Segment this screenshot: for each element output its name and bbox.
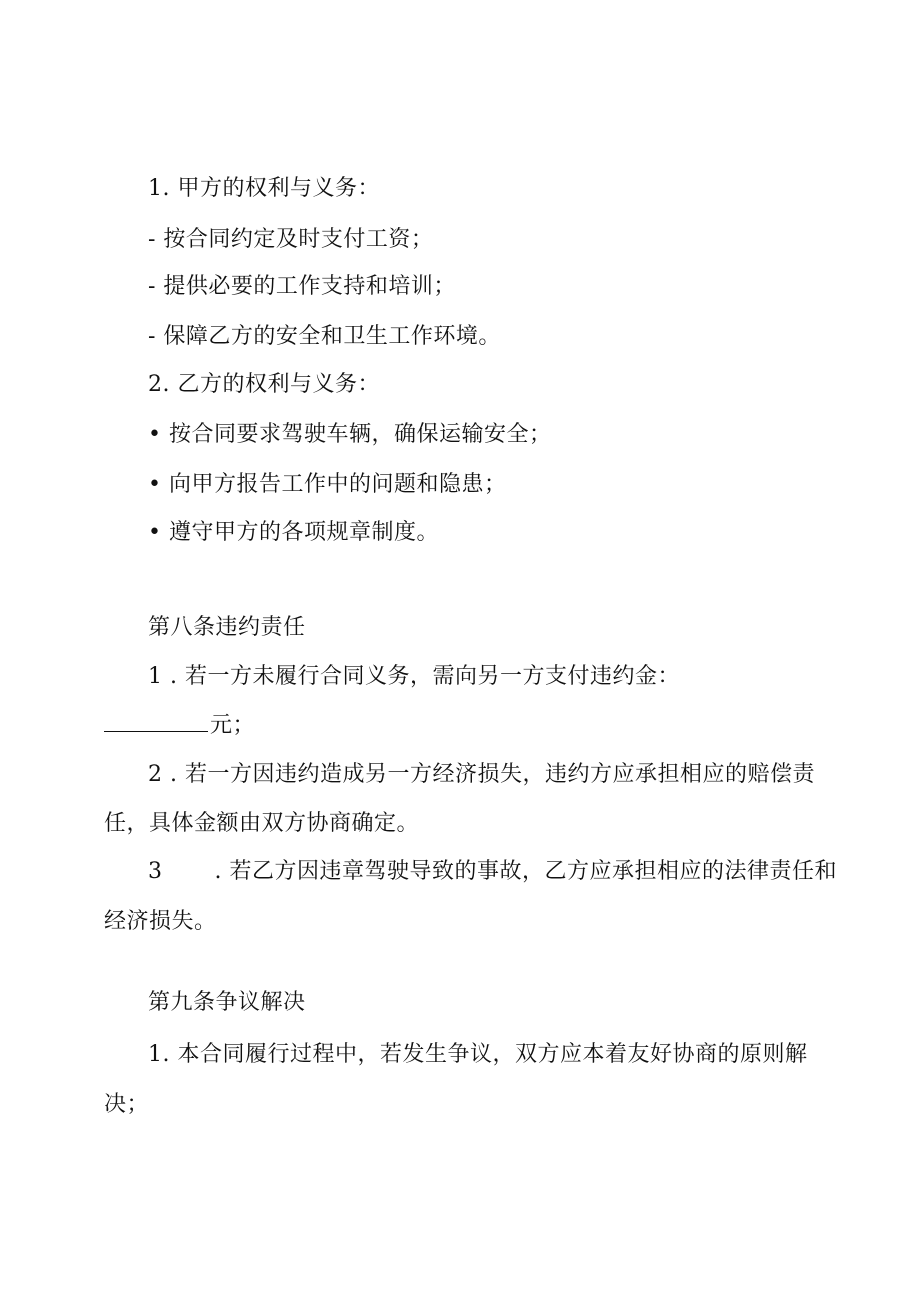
clause-3-text: . 若乙方因违章驾驶导致的事故，乙方应承担相应的法律责任和 <box>214 859 837 884</box>
article-8-clause-1-line-2 <box>104 711 255 741</box>
clause-3-number: 3 <box>148 859 163 884</box>
article-9-clause-1-line-2: 决； <box>104 1092 150 1117</box>
party-b-heading: 2. 乙方的权利与义务： <box>148 372 380 397</box>
amount-unit: 元； <box>210 713 256 738</box>
party-a-item-2: - 提供必要的工作支持和培训； <box>148 274 456 299</box>
amount-blank-field <box>104 713 208 732</box>
party-b-item-3: • 遵守甲方的各项规章制度。 <box>148 520 439 545</box>
party-a-heading: 1. 甲方的权利与义务： <box>148 176 380 201</box>
article-9-title: 第九条争议解决 <box>148 990 306 1015</box>
article-9-clause-1-line-1: 1. 本合同履行过程中，若发生争议，双方应本着友好协商的原则解 <box>148 1042 808 1067</box>
party-a-item-3: - 保障乙方的安全和卫生工作环境。 <box>148 324 501 349</box>
article-8-title: 第八条违约责任 <box>148 615 306 640</box>
party-b-item-2: • 向甲方报告工作中的问题和隐患； <box>148 472 507 497</box>
article-8-clause-3-line-1 <box>148 857 837 887</box>
article-8-clause-2-line-2: 任，具体金额由双方协商确定。 <box>104 811 420 836</box>
article-8-clause-1-line-1: 1 . 若一方未履行合同义务，需向另一方支付违约金： <box>148 664 680 689</box>
article-8-clause-3-line-2: 经济损失。 <box>104 909 217 934</box>
article-8-clause-2-line-1: 2 . 若一方因违约造成另一方经济损失，违约方应承担相应的赔偿责 <box>148 762 815 787</box>
party-a-item-1: - 按合同约定及时支付工资； <box>148 227 434 252</box>
party-b-item-1: • 按合同要求驾驶车辆，确保运输安全； <box>148 422 552 447</box>
